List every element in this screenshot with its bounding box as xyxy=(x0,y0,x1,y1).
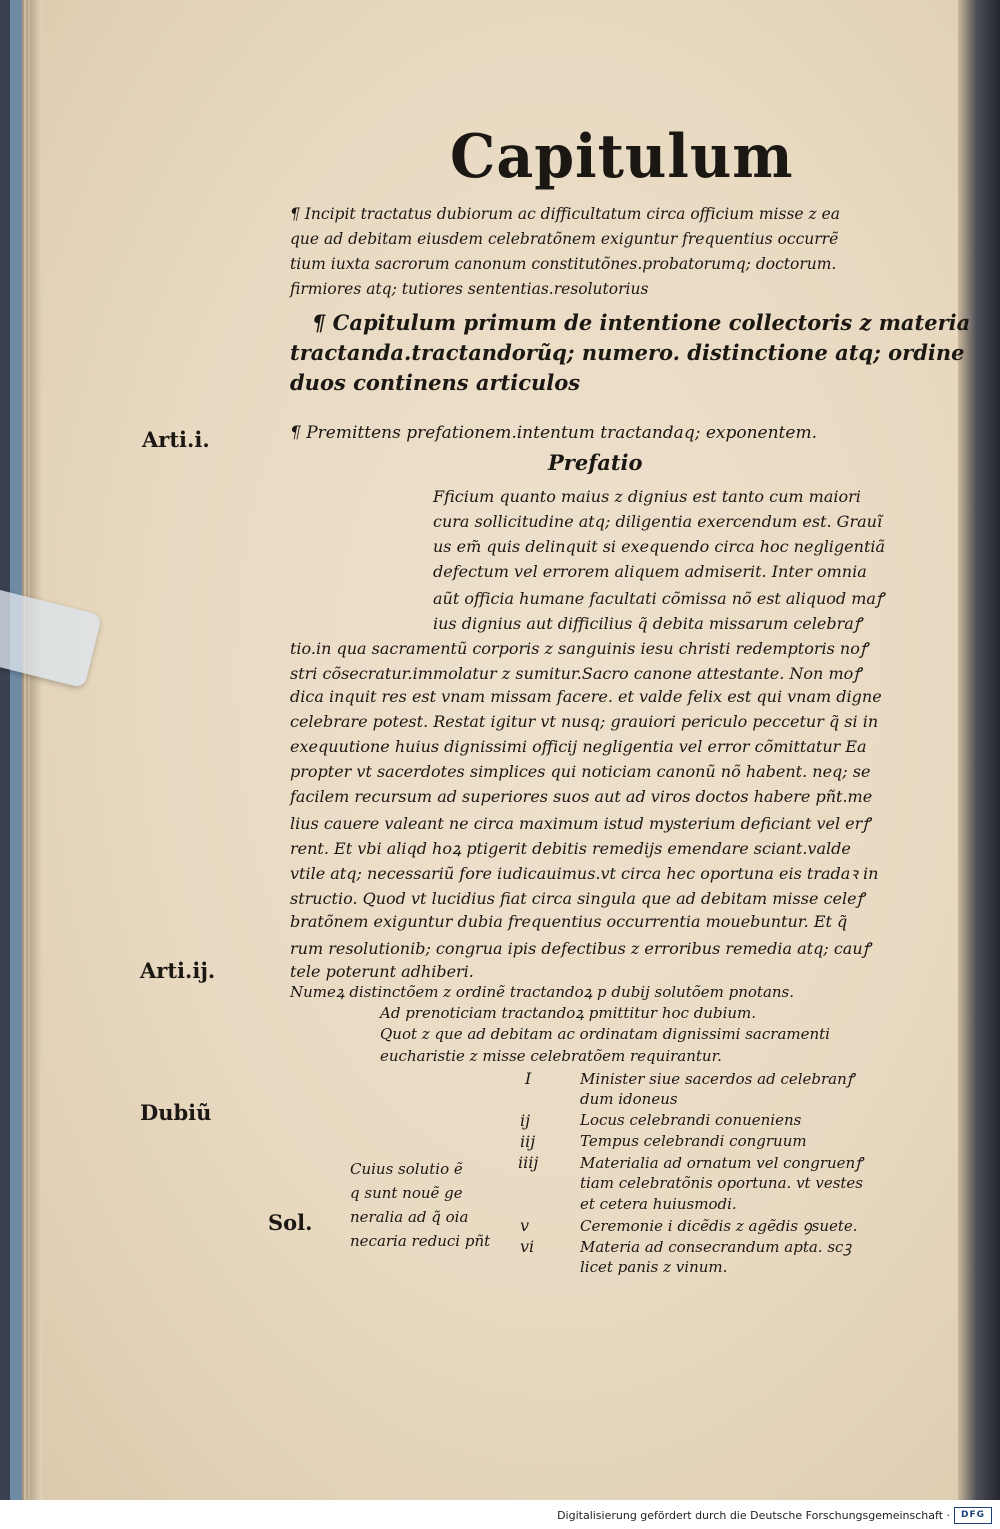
prefatio-line: stri cõsecratur.immolatur z sumitur.Sacro canone attestante. Non moꝭ xyxy=(290,664,861,683)
prefatio-line: rent. Et vbi aliqd hoꝝ ptigerit debitis remedijs emendare sciant.valde xyxy=(290,839,851,858)
chapter-heading-line-2: tractanda.tractandorũq; numero. distinctione atq; ordine xyxy=(290,340,965,365)
margin-label-solutio: Sol. xyxy=(268,1210,313,1235)
dfg-logo: DFG xyxy=(954,1507,992,1524)
prefatio-line: Fficium quanto maius z dignius est tanto cum maiori xyxy=(433,487,861,506)
chapter-heading-line-1: ¶ Capitulum primum de intentione collectoris z materia xyxy=(312,310,971,335)
list-item-number: I xyxy=(525,1069,532,1088)
footer-bar xyxy=(0,1500,1000,1529)
solutio-line: neralia ad q̃ oia xyxy=(350,1208,469,1226)
intro-line-4: firmiores atq; tutiores sententias.resolutorius xyxy=(290,280,649,298)
chapter-heading-line-3: duos continens articulos xyxy=(290,370,581,395)
prefatio-line: lius cauere valeant ne circa maximum istud mysterium deficiant vel erꝭ xyxy=(290,814,870,833)
prefatio-line: us em̃ quis delinquit si exequendo circa hoc negligentiã xyxy=(433,537,886,556)
list-item-number: v xyxy=(520,1216,530,1235)
book-gutter xyxy=(958,0,1000,1500)
list-item-text: dum idoneus xyxy=(580,1090,678,1108)
list-item-number: ij xyxy=(520,1111,531,1130)
margin-label-dubium: Dubiũ xyxy=(140,1100,212,1125)
prefatio-line: aũt officia humane facultati cõmissa nõ est aliquod maꝭ xyxy=(433,589,884,608)
list-item-text: et cetera huiusmodi. xyxy=(580,1195,737,1213)
prefatio-line: rum resolutionib; congrua ipis defectibus z erroribus remedia atq; cauꝭ xyxy=(290,939,871,958)
prefatio-title: Prefatio xyxy=(548,450,643,475)
list-item-text: Materialia ad ornatum vel congruenꝭ xyxy=(580,1154,863,1172)
page-title: Capitulum xyxy=(450,122,794,192)
list-item-text: licet panis z vinum. xyxy=(580,1258,728,1276)
list-item-number: iij xyxy=(520,1132,536,1151)
prefatio-line: vtile atq; necessariũ fore iudicauimus.vt circa hec oportuna eis tradaꝛ in xyxy=(290,864,879,883)
list-item-text: Minister siue sacerdos ad celebranꝭ xyxy=(580,1070,854,1088)
prefatio-line: defectum vel errorem aliquem admiserit. Inter omnia xyxy=(433,562,867,581)
prefatio-line: tio.in qua sacramentũ corporis z sanguinis iesu christi redemptoris noꝭ xyxy=(290,639,868,658)
margin-label-article-1: Arti.i. xyxy=(142,427,210,452)
prefatio-line: ius dignius aut difficilius q̃ debita missarum celebraꝭ xyxy=(433,614,862,633)
prefatio-line: exequutione huius dignissimi officij negligentia vel error cõmittatur Ea xyxy=(290,737,867,756)
solutio-line: q sunt nouẽ ge xyxy=(350,1184,463,1202)
quot-line-2: eucharistie z misse celebratõem requirantur. xyxy=(380,1047,722,1065)
margin-label-article-2: Arti.ij. xyxy=(140,958,216,983)
list-item-number: iiij xyxy=(518,1153,539,1172)
solutio-line: Cuius solutio ẽ xyxy=(350,1160,463,1178)
list-item-text: Tempus celebrandi congruum xyxy=(580,1132,807,1150)
page-edge xyxy=(30,0,42,1500)
list-item-text: Locus celebrandi conueniens xyxy=(580,1111,802,1129)
prefatio-line: structio. Quod vt lucidius fiat circa singula que ad debitam misse celeꝭ xyxy=(290,889,865,908)
premittens-line: ¶ Premittens prefationem.intentum tractandaq; exponentem. xyxy=(290,423,817,443)
ad-prenoticiam-line: Ad prenoticiam tractandoꝝ pmittitur hoc dubium. xyxy=(380,1004,757,1022)
list-item-number: vi xyxy=(520,1237,535,1256)
prefatio-line: facilem recursum ad superiores suos aut ad viros doctos habere pñt.me xyxy=(290,787,873,806)
prefatio-line: cura sollicitudine atq; diligentia exercendum est. Grauĩ xyxy=(433,512,883,531)
intro-line-2: que ad debitam eiusdem celebratõnem exiguntur frequentius occurrẽ xyxy=(290,230,839,248)
intro-line-3: tium iuxta sacrorum canonum constitutõnes.probatorumq; doctorum. xyxy=(290,255,837,273)
numerum-line: Numeꝝ distinctõem z ordinẽ tractandoꝝ p dubij solutõem pnotans. xyxy=(290,983,795,1001)
solutio-line: necaria reduci pñt xyxy=(350,1232,491,1250)
footer-credit: Digitalisierung gefördert durch die Deutsche Forschungsgemeinschaft · xyxy=(557,1509,950,1522)
list-item-text: Ceremonie i dicẽdis z agẽdis ꝯsuete. xyxy=(580,1217,858,1235)
prefatio-line: tele poterunt adhiberi. xyxy=(290,962,474,981)
list-item-text: tiam celebratõnis oportuna. vt vestes xyxy=(580,1174,863,1192)
prefatio-line: propter vt sacerdotes simplices qui noticiam canonũ nõ habent. neq; se xyxy=(290,762,871,781)
list-item-text: Materia ad consecrandum apta. scꝫ xyxy=(580,1238,852,1256)
prefatio-line: celebrare potest. Restat igitur vt nusq; grauiori periculo peccetur q̃ si in xyxy=(290,712,879,731)
prefatio-line: dica inquit res est vnam missam facere. et valde felix est qui vnam digne xyxy=(290,687,882,706)
intro-line-1: ¶ Incipit tractatus dubiorum ac difficultatum circa officium misse z ea xyxy=(290,205,841,223)
quot-line-1: Quot z que ad debitam ac ordinatam dignissimi sacramenti xyxy=(380,1025,830,1043)
prefatio-line: bratõnem exiguntur dubia frequentius occurrentia mouebuntur. Et q̃ xyxy=(290,912,848,931)
